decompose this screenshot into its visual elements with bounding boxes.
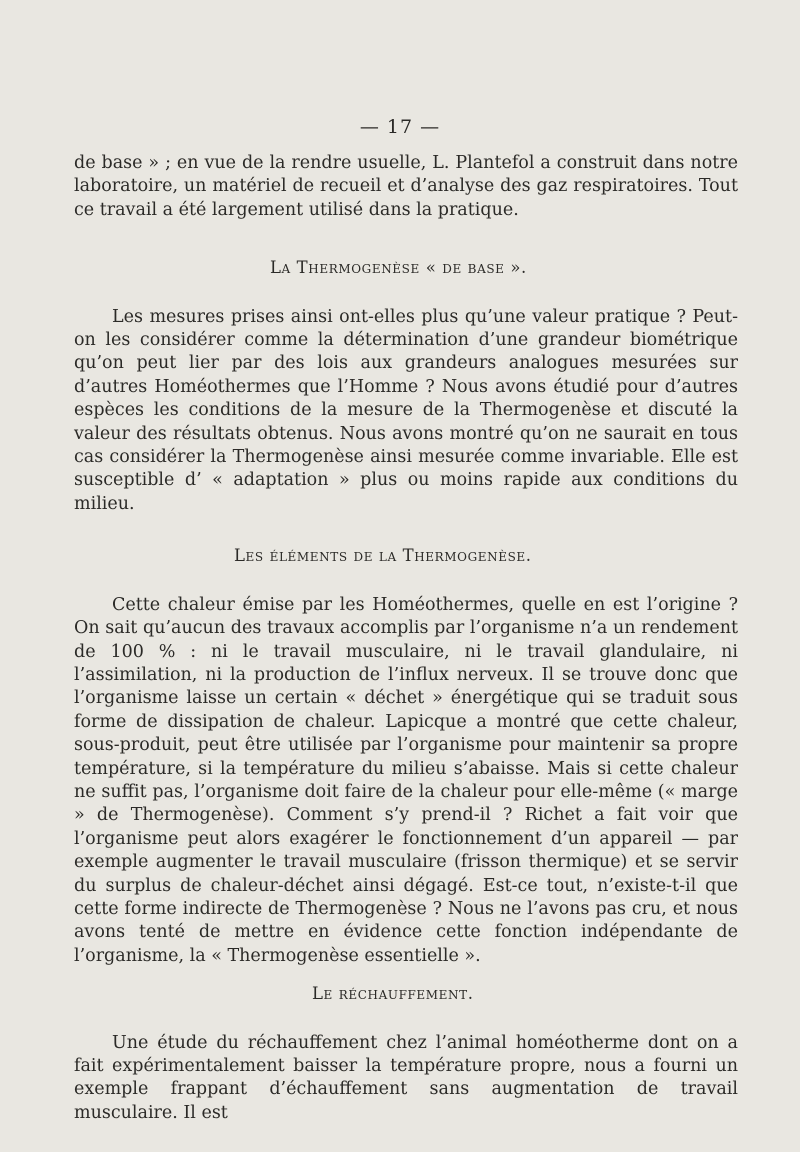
section-heading-elements-thermogenese: Les éléments de la Thermogenèse.	[234, 546, 532, 566]
intro-paragraph: de base » ; en vue de la rendre usuelle, L. Plantefol a construit dans notre laboratoire, un matériel de recueil et d’analyse des gaz respiratoires. Tout ce travail a été largement utilisé dans la pratique.	[74, 153, 738, 220]
section-heading-rechauffement: Le réchauffement.	[312, 984, 474, 1004]
section-paragraph: Les mesures prises ainsi ont-elles plus qu’une valeur pratique ? Peut-on les considérer comme la détermination d’une grandeur biométrique qu’on peut lier par des lois aux grandeurs analogues mesurées sur d’autres Homéothermes que l’Homme ? Nous avons étudié pour d’autres espèces les conditions de la mesure de la Thermogenèse et discuté la valeur des résultats obtenus. Nous avons montré qu’on ne saurait en tous cas considérer la Thermogenèse ainsi mesurée comme invariable. Elle est susceptible d’ « adaptation » plus ou moins rapide aux conditions du milieu.	[74, 306, 738, 514]
text-body	[74, 152, 738, 1125]
page-number: — 17 —	[359, 116, 441, 138]
section-heading-thermogenese-de-base: La Thermogenèse « de base ».	[270, 258, 527, 278]
section-paragraph: Cette chaleur émise par les Homéothermes, quelle en est l’origine ? On sait qu’aucun des travaux accomplis par l’organisme n’a un rendement de 100 % : ni le travail musculaire, ni le travail glandulaire, ni l’assimilation, ni la production de l’influx nerveux. Il se trouve donc que l’organisme laisse un certain « déchet » énergétique qui se traduit sous forme de dissipation de chaleur. Lapicque a montré que cette chaleur, sous-produit, peut être utilisée par l’organisme pour maintenir sa propre température, si la température du milieu s’abaisse. Mais si cette chaleur ne suffit pas, l’organisme doit faire de la chaleur pour elle-même (« marge » de Thermogenèse). Comment s’y prend-il ? Richet a fait voir que l’organisme peut alors exagérer le fonctionnement d’un appareil — par exemple augmenter le travail musculaire (frisson thermique) et se servir du surplus de chaleur-déchet ainsi dégagé. Est-ce tout, n’existe-t-il que cette forme indirecte de Thermogenèse ? Nous ne l’avons pas cru, et nous avons tenté de mettre en évidence cette fonction indépendante de l’organisme, la « Thermogenèse essentielle ».	[74, 594, 738, 966]
section-paragraph: Une étude du réchauffement chez l’animal homéotherme dont on a fait expérimentalement baisser la température propre, nous a fourni un exemple frappant d’échauffement sans augmentation de travail musculaire. Il est	[74, 1032, 738, 1123]
